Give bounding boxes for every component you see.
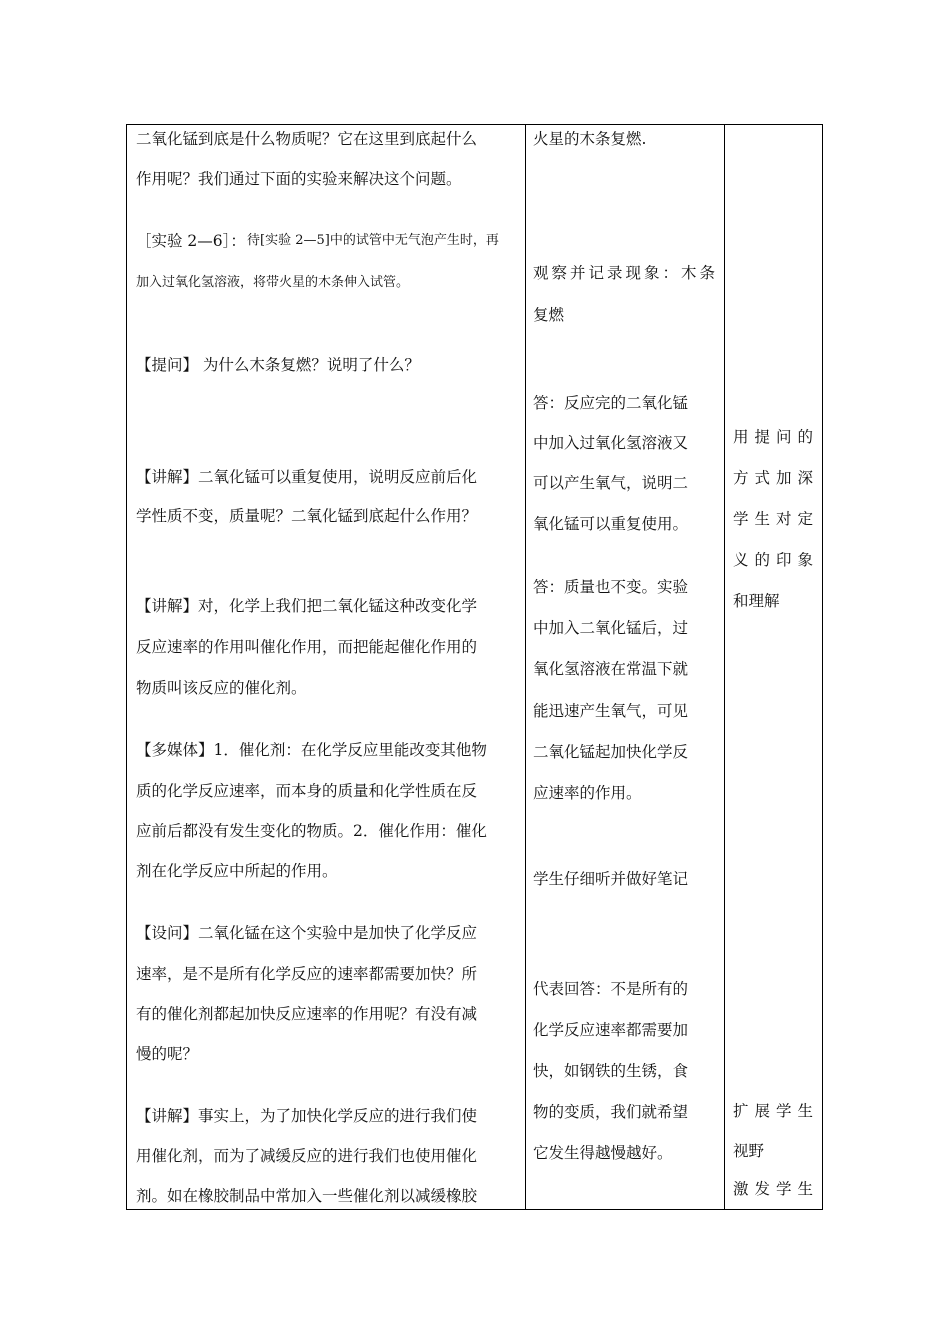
teacher-text-line: 有的催化剂都起加快反应速率的作用呢？有没有减 [136,1005,478,1023]
teacher-text-line: 【多媒体】1．催化剂：在化学反应里能改变其他物 [136,741,487,759]
student-text-line: 中加入二氧化锰后，过 [533,619,689,637]
student-text-line: 它发生得越慢越好。 [533,1144,673,1162]
intent-text-line: 视野 [733,1142,765,1160]
student-text-line: 学生仔细听并做好笔记 [533,870,689,888]
teacher-text-line: 反应速率的作用叫催化作用，而把能起催化作用的 [136,638,478,656]
student-text-line: 氧化锰可以重复使用。 [533,515,689,533]
teacher-text-line: 【讲解】对，化学上我们把二氧化锰这种改变化学 [136,597,478,615]
student-text-line: 化学反应速率都需要加 [533,1021,689,1039]
student-text-line: 物的变质，我们就希望 [533,1103,689,1121]
teacher-text-line: 质的化学反应速率，而本身的质量和化学性质在反 [136,782,478,800]
intent-text-line: 义的印象 [733,551,820,569]
student-text-line: 快，如钢铁的生锈，食 [533,1062,689,1080]
student-text-line: 二氧化锰起加快化学反 [533,743,689,761]
student-text-line: 应速率的作用。 [533,784,642,802]
teacher-text-line: 作用呢？我们通过下面的实验来解决这个问题。 [136,170,462,188]
teacher-text-line: 速率，是不是所有化学反应的速率都需要加快？所 [136,965,478,983]
teacher-text-line: 慢的呢？ [136,1045,199,1063]
teacher-text-line: 剂。如在橡胶制品中常加入一些催化剂以减缓橡胶 [136,1187,478,1205]
lesson-plan-table [126,124,823,1210]
student-text-line: 氧化氢溶液在常温下就 [533,660,689,678]
column-divider-1 [525,125,526,1209]
teacher-text-line: 应前后都没有发生变化的物质。2．催化作用：催化 [136,822,487,840]
student-text-line: 复燃 [533,306,565,324]
experiment-label: ［实验 2—6］： [136,232,246,250]
intent-text-line: 学生对定 [733,510,820,528]
student-text-line: 火星的木条复燃. [533,130,647,148]
teacher-text-line: 【提问】 为什么木条复燃？说明了什么？ [136,356,420,374]
intent-text-line: 激发学生 [733,1180,820,1198]
intent-text-line: 和理解 [733,592,780,610]
student-text-line: 观察并记录现象：木条 [533,264,719,282]
teacher-text-line: 用催化剂，而为了减缓反应的进行我们也使用催化 [136,1147,478,1165]
intent-text-line: 扩展学生 [733,1102,820,1120]
teacher-text-line: 物质叫该反应的催化剂。 [136,679,307,697]
teacher-text-line: 【讲解】二氧化锰可以重复使用，说明反应前后化 [136,468,478,486]
student-text-line: 代表回答：不是所有的 [533,980,689,998]
student-text-line: 答：反应完的二氧化锰 [533,394,689,412]
teacher-text-line: 【讲解】事实上，为了加快化学反应的进行我们使 [136,1107,478,1125]
intent-text-line: 方式加深 [733,469,820,487]
intent-text-line: 用提问的 [733,428,820,446]
teacher-text-line: 剂在化学反应中所起的作用。 [136,862,338,880]
student-text-line: 中加入过氧化氢溶液又 [533,434,689,452]
student-text-line: 能迅速产生氧气，可见 [533,702,689,720]
student-text-line: 可以产生氧气，说明二 [533,474,689,492]
column-divider-2 [724,125,725,1209]
teacher-text-line: 【设问】二氧化锰在这个实验中是加快了化学反应 [136,924,478,942]
teacher-text-line: 二氧化锰到底是什么物质呢？它在这里到底起什么 [136,130,478,148]
teacher-text-line: 待[实验 2—5]中的试管中无气泡产生时，再 [247,233,499,248]
student-text-line: 答：质量也不变。实验 [533,578,689,596]
teacher-text-line: 加入过氧化氢溶液，将带火星的木条伸入试管。 [136,275,410,290]
teacher-text-line: 学性质不变，质量呢？二氧化锰到底起什么作用？ [136,507,478,525]
